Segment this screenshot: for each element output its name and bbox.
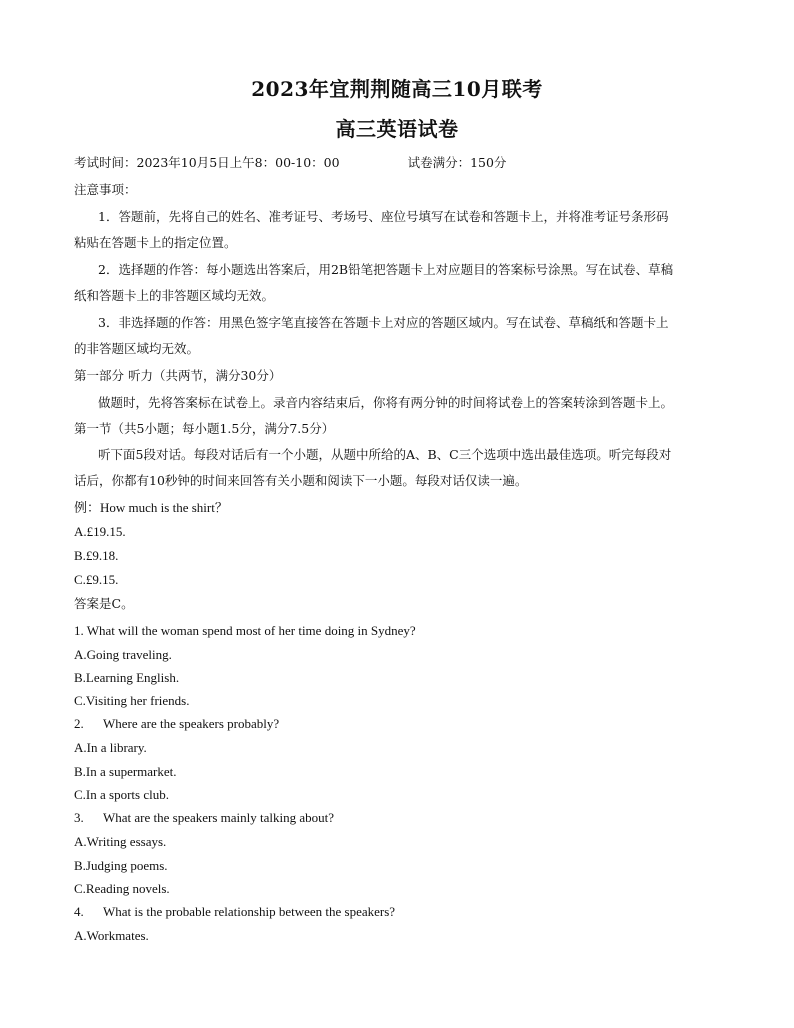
part1-instruction: 做题时，先将答案标在试卷上。录音内容结束后，你将有两分钟的时间将试卷上的答案转涂到答题卡上。 (98, 395, 674, 410)
example-question: 例：How much is the shirt？ (74, 500, 228, 515)
notice-item-1-line-2: 粘贴在答题卡上的指定位置。 (74, 235, 237, 250)
notice-item-3-line-2: 的非答题区域均无效。 (74, 341, 200, 356)
example-option-c: C.£9.15. (74, 572, 119, 587)
question-2-option-a: A.In a library. (74, 740, 147, 755)
exam-time: 考试时间：2023年10月5日上午8：00-10：00 (74, 155, 340, 170)
section1-instruction-line-2: 话后，你都有10秒钟的时间来回答有关小题和阅读下一小题。每段对话仅读一遍。 (74, 473, 528, 488)
question-3-option-b: B.Judging poems. (74, 858, 168, 873)
example-answer: 答案是C。 (74, 596, 134, 611)
part1-heading: 第一部分 听力（共两节，满分30分） (74, 368, 282, 383)
exam-subtitle: 高三英语试卷 (335, 117, 459, 141)
exam-info-line (74, 154, 506, 172)
question-1-stem: 1. What will the woman spend most of her time doing in Sydney? (74, 623, 416, 638)
question-1-option-a: A.Going traveling. (74, 647, 172, 662)
question-1-option-b: B.Learning English. (74, 670, 180, 685)
notice-heading: 注意事项： (74, 182, 137, 197)
question-3-option-a: A.Writing essays. (74, 834, 167, 849)
notice-item-2-line-2: 纸和答题卡上的非答题区域均无效。 (74, 288, 275, 303)
exam-full-marks: 试卷满分：150分 (407, 155, 507, 170)
notice-item-2-line-1: 2．选择题的作答：每小题选出答案后，用2B铅笔把答题卡上对应题目的答案标号涂黑。写在试卷、草稿 (98, 262, 674, 277)
question-3-option-c: C.Reading novels. (74, 881, 170, 896)
question-3-stem: 3. What are the speakers mainly talking about? (74, 810, 335, 825)
question-2-stem: 2. Where are the speakers probably? (74, 716, 280, 731)
question-4-stem: 4. What is the probable relationship between the speakers? (74, 904, 396, 919)
example-option-b: B.£9.18. (74, 548, 119, 563)
section1-instruction-line-1: 听下面5段对话。每段对话后有一个小题，从题中所给的A、B、C三个选项中选出最佳选项。听完每段对 (98, 447, 672, 462)
example-option-a: A.£19.15. (74, 524, 126, 539)
question-2-option-c: C.In a sports club. (74, 787, 169, 802)
question-1-option-c: C.Visiting her friends. (74, 693, 190, 708)
notice-item-3-line-1: 3．非选择题的作答：用黑色签字笔直接答在答题卡上对应的答题区域内。写在试卷、草稿纸和答题卡上 (98, 315, 669, 330)
notice-item-1-line-1: 1．答题前，先将自己的姓名、准考证号、考场号、座位号填写在试卷和答题卡上，并将准考证号条形码 (98, 209, 669, 224)
question-4-option-a: A.Workmates. (74, 928, 149, 943)
question-2-option-b: B.In a supermarket. (74, 764, 177, 779)
section1-heading: 第一节（共5小题；每小题1.5分，满分7.5分） (74, 421, 335, 436)
exam-title: 2023年宜荆荆随高三10月联考 (251, 77, 543, 101)
